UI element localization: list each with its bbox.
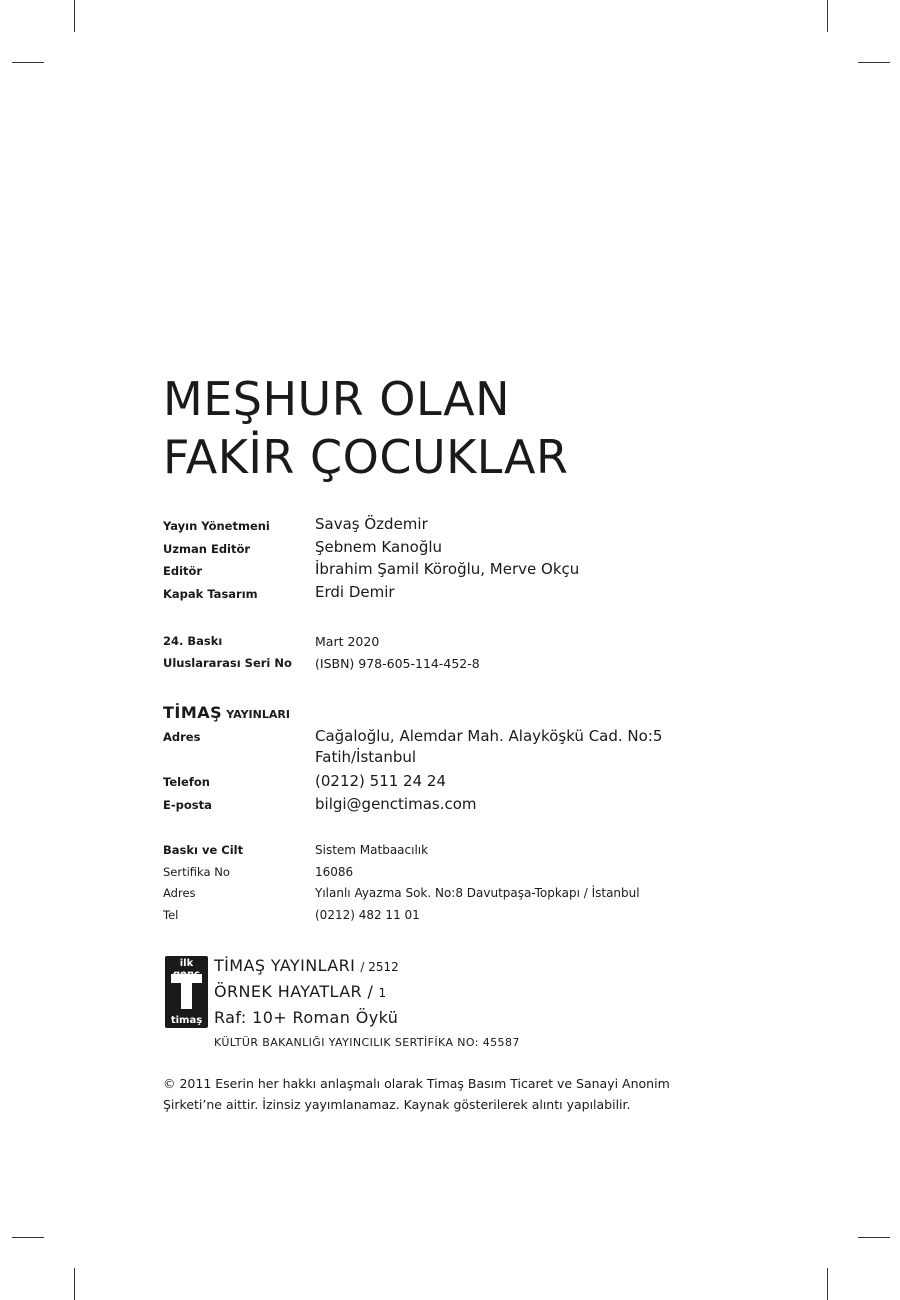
series-publisher: TİMAŞ YAYINLARI — [214, 956, 356, 975]
crop-mark-top-left-h — [12, 62, 44, 63]
series-name-line — [214, 982, 520, 1008]
credit-value: Şebnem Kanoğlu — [315, 537, 443, 556]
printer-label: Adres — [163, 886, 196, 900]
publisher-heading — [163, 703, 290, 722]
crop-mark-bottom-left-v — [74, 1268, 75, 1300]
copyright-line-2: Şirketi’ne aittir. İzinsiz yayımlanamaz. Kaynak gösterilerek alıntı yapılabilir. — [163, 1097, 631, 1112]
edition-label: 24. Baskı — [163, 634, 223, 648]
address-line-2: Fatih/İstanbul — [315, 748, 417, 766]
logo-bottom-text: timaş — [170, 1015, 203, 1026]
address-value — [315, 726, 662, 768]
publisher-suffix: YAYINLARI — [226, 708, 290, 721]
series-name: ÖRNEK HAYATLAR / — [214, 982, 374, 1001]
book-title-line-2: FAKİR ÇOCUKLAR — [163, 430, 569, 484]
copyright-line-1: © 2011 Eserin her hakkı anlaşmalı olarak Timaş Basım Ticaret ve Sanayi Anonim — [163, 1076, 670, 1091]
crop-mark-top-right-v — [827, 0, 828, 32]
book-title-line-1: MEŞHUR OLAN — [163, 372, 511, 426]
credit-value: Erdi Demir — [315, 582, 395, 601]
certificate-line: KÜLTÜR BAKANLIĞI YAYINCILIK SERTİFİKA NO: 45587 — [214, 1036, 520, 1049]
crop-mark-bottom-left-h — [12, 1237, 44, 1238]
credit-value: İbrahim Şamil Köroğlu, Merve Okçu — [315, 560, 580, 578]
series-publisher-line — [214, 956, 520, 982]
credit-label: Editör — [163, 564, 203, 578]
isbn-value: (ISBN) 978-605-114-452-8 — [315, 656, 480, 671]
shelf-line — [214, 1008, 520, 1034]
printer-label: Baskı ve Cilt — [163, 843, 244, 857]
crop-mark-bottom-right-h — [858, 1237, 890, 1238]
book-title — [163, 370, 568, 486]
email-value: bilgi@genctimas.com — [315, 795, 477, 813]
crop-mark-top-right-h — [858, 62, 890, 63]
logo-t-stem — [181, 981, 192, 1009]
series-info — [214, 956, 520, 1049]
edition-value: Mart 2020 — [315, 634, 380, 649]
shelf-category: Raf: 10+ Roman Öykü — [214, 1008, 399, 1027]
series-number: 1 — [378, 986, 387, 1000]
printer-value: 16086 — [315, 864, 354, 879]
series-publisher-number: / 2512 — [360, 960, 399, 974]
logo-top-text: ilk — [179, 958, 194, 969]
publisher-name: TİMAŞ — [163, 703, 223, 722]
crop-mark-top-left-v — [74, 0, 75, 32]
copyright-notice — [163, 1073, 703, 1115]
printer-value: Yılanlı Ayazma Sok. No:8 Davutpaşa-Topkapı / İstanbul — [315, 886, 640, 900]
phone-value: (0212) 511 24 24 — [315, 772, 446, 790]
email-label: E-posta — [163, 798, 212, 812]
address-line-1: Cağaloğlu, Alemdar Mah. Alayköşkü Cad. No:5 — [315, 727, 663, 745]
printer-value: (0212) 482 11 01 — [315, 907, 420, 922]
credit-value: Savaş Özdemir — [315, 515, 428, 533]
credit-label: Kapak Tasarım — [163, 586, 258, 601]
printer-value: Sistem Matbaacılık — [315, 843, 429, 857]
printer-label: Sertifika No — [163, 864, 230, 879]
credit-label: Uzman Editör — [163, 541, 251, 556]
address-label: Adres — [163, 730, 201, 744]
printer-label: Tel — [163, 907, 179, 922]
crop-mark-bottom-right-v — [827, 1268, 828, 1300]
isbn-label: Uluslararası Seri No — [163, 656, 292, 670]
credit-label: Yayın Yönetmeni — [163, 519, 270, 533]
phone-label: Telefon — [163, 775, 210, 789]
ilk-genc-timas-logo — [165, 956, 208, 1028]
